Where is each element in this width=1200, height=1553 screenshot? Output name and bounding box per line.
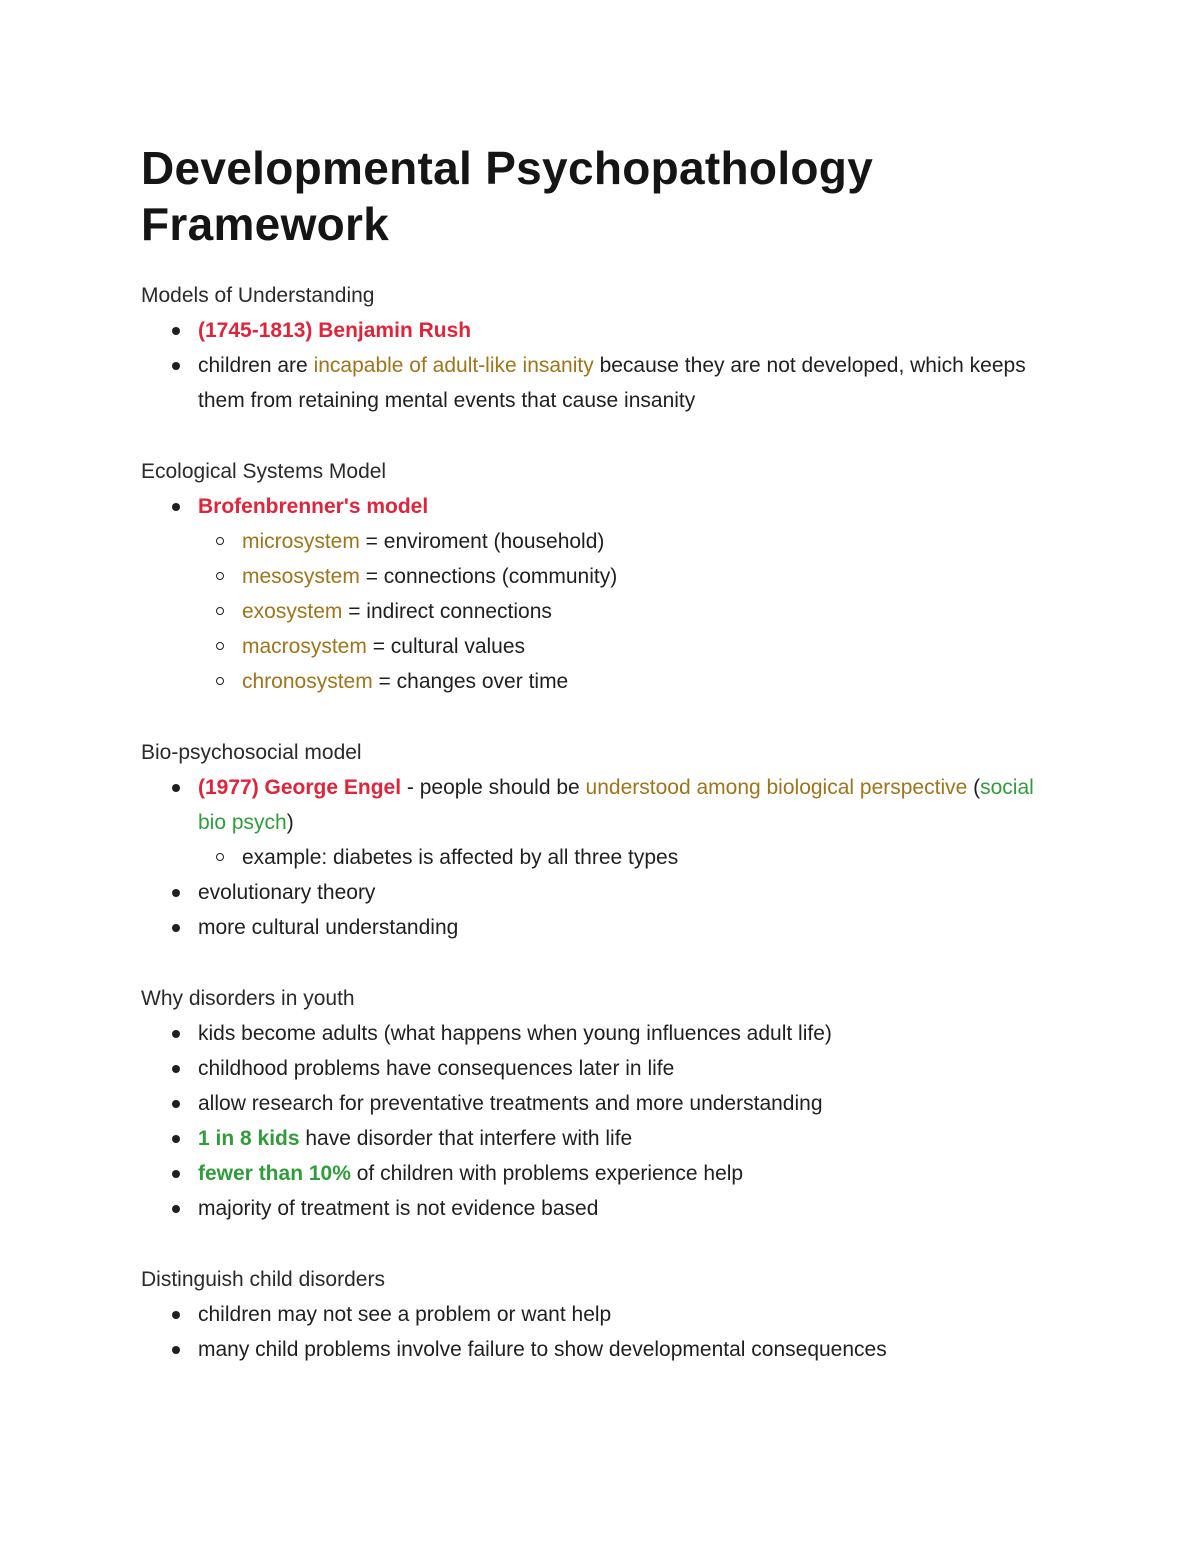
highlight-term: exosystem bbox=[242, 600, 343, 623]
list-item bbox=[141, 1016, 1061, 1051]
list-item bbox=[141, 770, 1061, 875]
list-text: ) bbox=[286, 811, 294, 834]
list-text: - people should be bbox=[401, 776, 586, 799]
highlight-term: incapable of adult-like insanity bbox=[313, 354, 594, 377]
page-title: Developmental Psychopathology Framework bbox=[141, 142, 874, 250]
list-item bbox=[141, 875, 1061, 910]
list-item bbox=[141, 1332, 1061, 1367]
list-text: more cultural understanding bbox=[198, 916, 459, 939]
bullet-list bbox=[141, 489, 1061, 699]
sub-list-item bbox=[198, 629, 1061, 664]
list-text: = indirect connections bbox=[342, 600, 552, 623]
list-item bbox=[141, 1051, 1061, 1086]
section-heading: Distinguish child disorders bbox=[141, 1268, 385, 1291]
list-text: evolutionary theory bbox=[198, 881, 376, 904]
sub-list-item bbox=[198, 559, 1061, 594]
list-text: have disorder that interfere with life bbox=[299, 1127, 633, 1150]
list-text: kids become adults (what happens when young influences adult life) bbox=[198, 1022, 832, 1045]
section-bio-psychosocial-model bbox=[141, 735, 1061, 945]
highlight-name: (1977) George Engel bbox=[198, 776, 402, 799]
section-heading: Ecological Systems Model bbox=[141, 460, 387, 483]
section-ecological-systems-model bbox=[141, 454, 1061, 699]
list-item bbox=[141, 348, 1061, 418]
list-text: children may not see a problem or want help bbox=[198, 1303, 612, 1326]
list-item bbox=[141, 910, 1061, 945]
list-text: majority of treatment is not evidence based bbox=[198, 1197, 599, 1220]
highlight-term: microsystem bbox=[242, 530, 360, 553]
list-text: = connections (community) bbox=[359, 565, 618, 588]
highlight-name: Brofenbrenner's model bbox=[198, 495, 429, 518]
list-text: childhood problems have consequences later in life bbox=[198, 1057, 675, 1080]
list-item bbox=[141, 489, 1061, 699]
sub-bullet-list bbox=[198, 840, 1061, 875]
bullet-list bbox=[141, 1016, 1061, 1226]
highlight-term: mesosystem bbox=[242, 565, 360, 588]
highlight-stat: 1 in 8 kids bbox=[198, 1127, 300, 1150]
bullet-list bbox=[141, 770, 1061, 945]
sub-list-item bbox=[198, 664, 1061, 699]
list-text: ( bbox=[967, 776, 981, 799]
sub-list-item bbox=[198, 594, 1061, 629]
section-distinguish-child-disorders bbox=[141, 1262, 1061, 1367]
section-models-of-understanding bbox=[141, 278, 1061, 418]
list-text: because they are not developed, which keeps them from retaining mental events that cause insanity bbox=[198, 354, 1026, 412]
list-text: = cultural values bbox=[366, 635, 526, 658]
list-item bbox=[141, 1121, 1061, 1156]
highlight-name: (1745-1813) Benjamin Rush bbox=[198, 319, 472, 342]
list-text: children are bbox=[198, 354, 314, 377]
list-item bbox=[141, 1156, 1061, 1191]
section-heading: Models of Understanding bbox=[141, 284, 375, 307]
list-text: = changes over time bbox=[372, 670, 569, 693]
list-text: = enviroment (household) bbox=[359, 530, 605, 553]
highlight-green: social bio psych bbox=[198, 776, 1034, 834]
highlight-term: understood among biological perspective bbox=[585, 776, 968, 799]
sub-bullet-list bbox=[198, 524, 1061, 699]
list-item bbox=[141, 1086, 1061, 1121]
bullet-list bbox=[141, 313, 1061, 418]
section-why-disorders-in-youth bbox=[141, 981, 1061, 1226]
highlight-term: chronosystem bbox=[242, 670, 373, 693]
section-heading: Bio-psychosocial model bbox=[141, 741, 362, 764]
highlight-term: macrosystem bbox=[242, 635, 367, 658]
sub-list-item bbox=[198, 524, 1061, 559]
document-page bbox=[141, 140, 1061, 1367]
list-text: allow research for preventative treatments and more understanding bbox=[198, 1092, 823, 1115]
section-heading: Why disorders in youth bbox=[141, 987, 355, 1010]
list-text: example: diabetes is affected by all three types bbox=[242, 846, 679, 869]
highlight-stat: fewer than 10% bbox=[198, 1162, 351, 1185]
sub-list-item bbox=[198, 840, 1061, 875]
list-text: many child problems involve failure to show developmental consequences bbox=[198, 1338, 887, 1361]
bullet-list bbox=[141, 1297, 1061, 1367]
list-item bbox=[141, 313, 1061, 348]
list-item bbox=[141, 1191, 1061, 1226]
list-text: of children with problems experience help bbox=[350, 1162, 744, 1185]
list-item bbox=[141, 1297, 1061, 1332]
